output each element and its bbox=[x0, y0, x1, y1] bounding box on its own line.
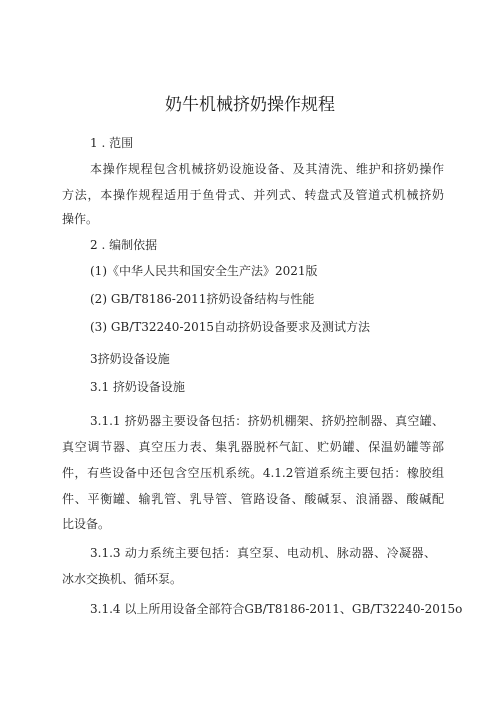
paragraph-line: 方法，本操作规程适用于鱼骨式、并列式、转盘式及管道式机械挤奶 bbox=[62, 188, 444, 202]
paragraph-line: 真空调节器、真空压力表、集乳器脱杯气缸、贮奶罐、保温奶罐等部 bbox=[62, 440, 444, 454]
paragraph-line: 比设备。 bbox=[62, 517, 111, 531]
paragraph-line: 本操作规程包含机械挤奶设施设备、及其清洗、维护和挤奶操作 bbox=[90, 162, 444, 176]
paragraph-line: 3.1.4 以上所用设备全部符合GB/T8186-2011、GB/T32240-2015o bbox=[90, 602, 463, 616]
reference-item: (1)《中华人民共和国安全生产法》2021版 bbox=[90, 264, 318, 278]
paragraph-line: 3.1.1 挤奶器主要设备包括：挤奶机棚架、挤奶控制器、真空罐、 bbox=[90, 414, 444, 428]
section-1-heading: 1 . 范围 bbox=[90, 136, 134, 150]
document-title: 奶牛机械挤奶操作规程 bbox=[165, 95, 335, 115]
reference-item: (3) GB/T32240-2015自动挤奶设备要求及测试方法 bbox=[90, 320, 371, 334]
paragraph-line: 件，有些设备中还包含空压机系统。4.1.2管道系统主要包括：橡胶组 bbox=[62, 466, 444, 480]
section-2-heading: 2 . 编制依据 bbox=[90, 238, 158, 252]
reference-item: (2) GB/T8186-2011挤奶设备结构与性能 bbox=[90, 292, 315, 306]
paragraph-line: 件、平衡罐、输乳管、乳导管、管路设备、酸碱泵、浪涌器、酸碱配 bbox=[62, 492, 444, 506]
paragraph-line: 3.1.3 动力系统主要包括：真空泵、电动机、脉动器、冷凝器、 bbox=[90, 546, 436, 560]
paragraph-line: 操作。 bbox=[62, 212, 99, 226]
subsection-heading: 3.1 挤奶设备设施 bbox=[90, 380, 185, 394]
section-3-heading: 3挤奶设备设施 bbox=[90, 352, 170, 366]
paragraph-line: 冰水交换机、循环泵。 bbox=[62, 572, 183, 586]
